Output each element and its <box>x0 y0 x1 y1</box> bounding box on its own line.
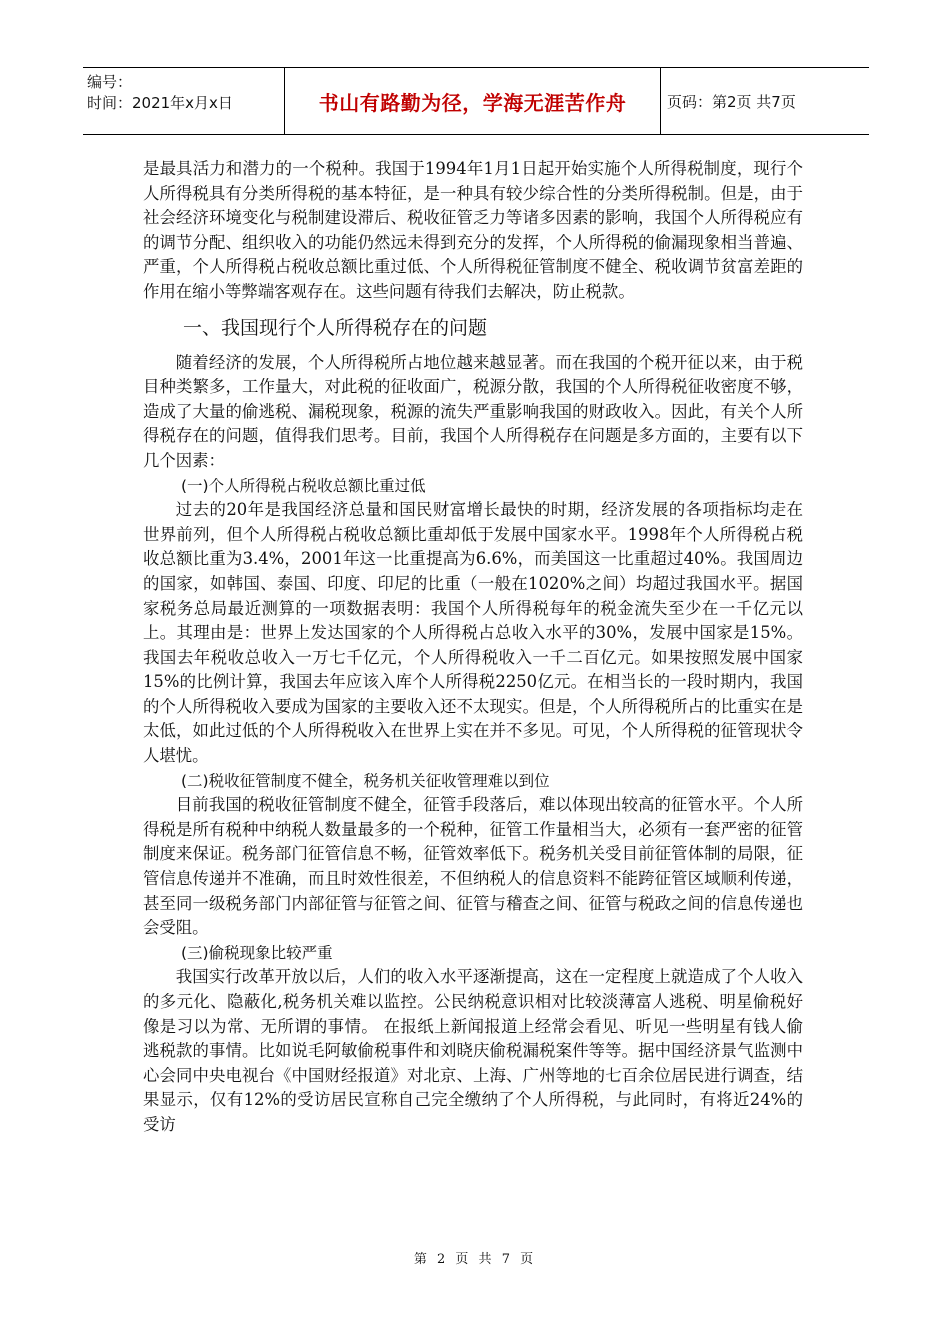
document-number-label: 编号： <box>87 73 133 91</box>
document-time-label: 时间：2021年x月x日 <box>87 94 233 112</box>
document-body <box>143 157 803 1138</box>
header-meta <box>83 68 285 134</box>
subsection-heading-2: (二)税收征管制度不健全，税务机关征收管理难以到位 <box>181 771 550 790</box>
header-page-info: 页码：第2页 共7页 <box>667 92 796 111</box>
subsection-heading-3: (三)偷税现象比较严重 <box>181 943 333 962</box>
subsection-paragraph-2: 目前我国的税收征管制度不健全，征管手段落后，难以体现出较高的征管水平。个人所得税是所有税种中纳税人数量最多的一个税种，征管工作量相当大，必须有一套严密的征管制度来保证。税务部门征管信息不畅，征管效率低下。税务机关受目前征管体制的局限，征管信息传递并不准确，而且时效性很差，不但纳税人的信息资料不能跨征管区域顺利传递，甚至同一级税务部门内部征管与征管之间、征管与稽查之间、征管与税政之间的信息传递也会受阻。 <box>143 795 803 938</box>
subsection-heading-1: (一)个人所得税占税收总额比重过低 <box>181 476 426 495</box>
subsection-paragraph-1: 过去的20年是我国经济总量和国民财富增长最快的时期，经济发展的各项指标均走在世界前列，但个人所得税占税收总额比重却低于发展中国家水平。1998年个人所得税占税收总额比重为3.4%，2001年这一比重提高为6.6%，而美国这一比重超过40%。我国周边的国家，如韩国、泰国、印度、印尼的比重（一般在1020%之间）均超过我国水平。据国家税务总局最近测算的一项数据表明：我国个人所得税每年的税金流失至少在一千亿元以上。其理由是：世界上发达国家的个人所得税占总收入水平的30%，发展中国家是15%。我国去年税收总收入一万七千亿元，个人所得税收入一千二百亿元。如果按照发展中国家15%的比例计算，我国去年应该入库个人所得税2250亿元。在相当长的一段时期内，我国的个人所得税收入要成为国家的主要收入还不太现实。但是，个人所得税所占的比重实在是太低，如此过低的个人所得税收入在世界上实在并不多见。可见，个人所得税的征管现状令人堪忧。 <box>143 500 803 766</box>
intro-paragraph: 是最具活力和潜力的一个税种。我国于1994年1月1日起开始实施个人所得税制度，现行个人所得税具有分类所得税的基本特征，是一种具有较少综合性的分类所得税制。但是，由于社会经济环境变化与税制建设滞后、税收征管乏力等诸多因素的影响，我国个人所得税应有的调节分配、组织收入的功能仍然远未得到充分的发挥，个人所得税的偷漏现象相当普遍、严重，个人所得税占税收总额比重过低、个人所得税征管制度不健全、税收调节贫富差距的作用在缩小等弊端客观存在。这些问题有待我们去解决，防止税款。 <box>143 159 803 301</box>
section-paragraph: 随着经济的发展，个人所得税所占地位越来越显著。而在我国的个税开征以来，由于税目种类繁多，工作量大，对此税的征收面广，税源分散，我国的个人所得税征收密度不够，造成了大量的偷逃税、漏税现象，税源的流失严重影响我国的财政收入。因此，有关个人所得税存在的问题，值得我们思考。目前，我国个人所得税存在问题是多方面的，主要有以下几个因素： <box>143 352 803 470</box>
section-heading: 一、我国现行个人所得税存在的问题 <box>183 316 488 339</box>
header-motto: 书山有路勤为径，学海无涯苦作舟 <box>285 68 661 134</box>
page-header <box>83 67 869 135</box>
subsection-paragraph-3: 我国实行改革开放以后，人们的收入水平逐渐提高，这在一定程度上就造成了个人收入的多元化、隐蔽化,税务机关难以监控。公民纳税意识相对比较淡薄富人逃税、明星偷税好像是习以为常、无所谓的事情。 在报纸上新闻报道上经常会看见、听见一些明星有钱人偷逃税款的事情。比如说毛阿敏偷税事件和刘晓庆偷税漏税案件等等。据中国经济景气监测中心会同中央电视台《中国财经报道》对北京、上海、广州等地的七百余位居民进行调查，结果显示，仅有12%的受访居民宣称自己完全缴纳了个人所得税，与此同时，有将近24%的受访 <box>143 967 803 1134</box>
page-footer: 第 2 页 共 7 页 <box>413 1252 537 1267</box>
